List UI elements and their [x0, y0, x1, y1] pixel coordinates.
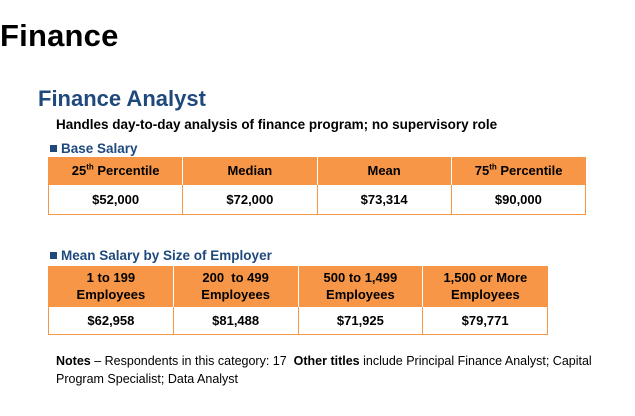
header-mean: Mean: [317, 157, 451, 185]
base-salary-heading-text: Base Salary: [61, 141, 138, 156]
other-titles-label: Other titles: [293, 354, 360, 368]
value-75th-percentile: $90,000: [451, 185, 585, 215]
header-500-to-1499: 500 to 1,499 Employees: [298, 266, 423, 307]
base-salary-table: [48, 157, 586, 215]
section-title: Finance Analyst: [38, 86, 206, 111]
employer-size-heading-text: Mean Salary by Size of Employer: [61, 248, 272, 263]
notes: [56, 352, 631, 388]
header-25th-percentile: 25th Percentile: [49, 157, 183, 185]
value-200-to-499: $81,488: [173, 307, 298, 335]
employer-size-heading: [50, 248, 272, 263]
table-header-row: [49, 157, 586, 185]
header-1-to-199: 1 to 199 Employees: [49, 266, 174, 307]
value-mean: $73,314: [317, 185, 451, 215]
header-1500-or-more: 1,500 or More Employees: [423, 266, 548, 307]
header-200-to-499: 200 to 499 Employees: [173, 266, 298, 307]
header-75th-percentile: 75th Percentile: [451, 157, 585, 185]
value-median: $72,000: [183, 185, 317, 215]
value-1500-or-more: $79,771: [423, 307, 548, 335]
role-description: Handles day-to-day analysis of finance program; no supervisory role: [56, 117, 498, 132]
value-1-to-199: $62,958: [49, 307, 174, 335]
table-header-row: [49, 266, 548, 307]
notes-label: Notes: [56, 354, 91, 368]
table-row: [49, 307, 548, 335]
value-500-to-1499: $71,925: [298, 307, 423, 335]
other-titles-text: include Principal Finance Analyst; Capital Program Specialist; Data Analyst: [56, 354, 592, 386]
value-25th-percentile: $52,000: [49, 185, 183, 215]
header-median: Median: [183, 157, 317, 185]
page-title: Finance: [0, 18, 119, 53]
square-bullet-icon: [50, 145, 57, 152]
employer-size-table: [48, 266, 548, 335]
square-bullet-icon: [50, 252, 57, 259]
base-salary-heading: [50, 141, 138, 156]
table-row: [49, 185, 586, 215]
notes-text: – Respondents in this category: 17: [90, 354, 294, 368]
